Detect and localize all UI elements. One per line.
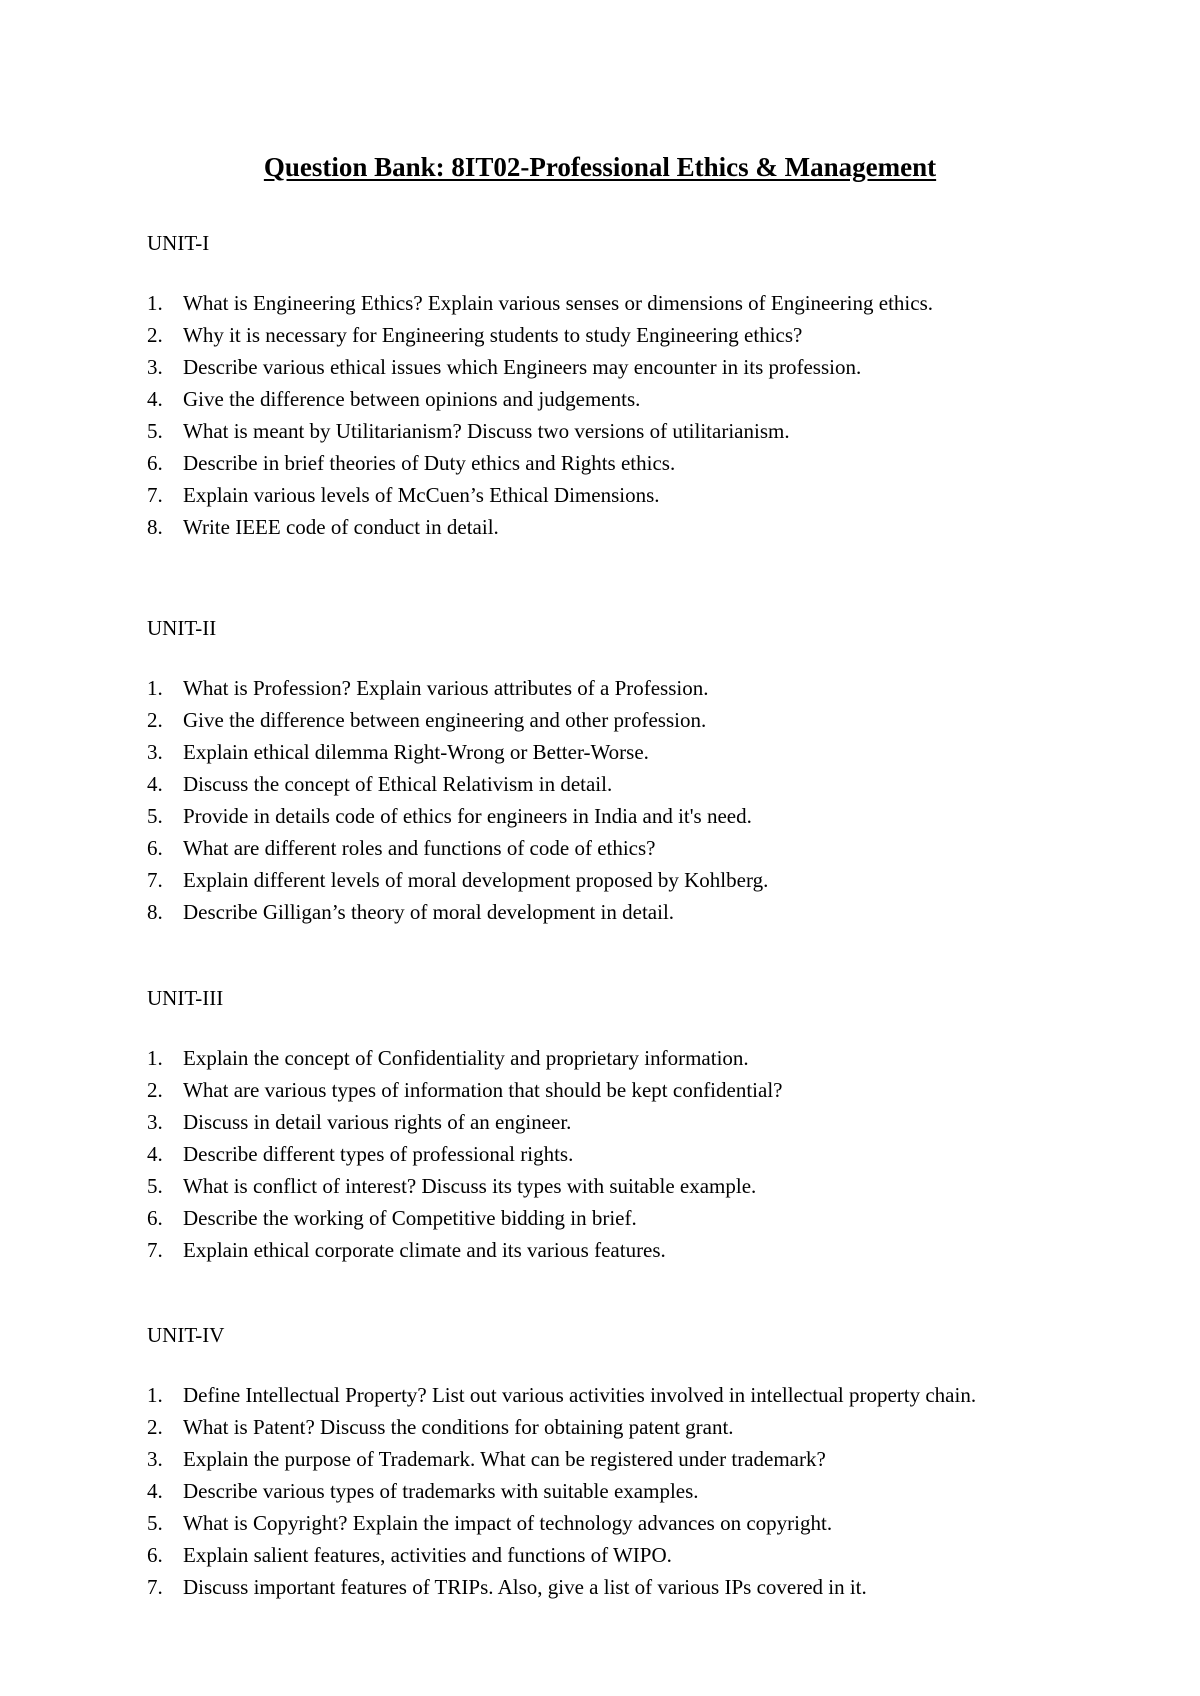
question-number: 7. <box>147 483 163 507</box>
question-text: Describe various ethical issues which Engineers may encounter in its profession. <box>183 355 862 379</box>
question-item <box>147 511 1147 543</box>
question-text: Describe in brief theories of Duty ethics and Rights ethics. <box>183 451 676 475</box>
question-text: What is Engineering Ethics? Explain various senses or dimensions of Engineering ethics. <box>183 291 933 315</box>
question-number: 1. <box>147 1046 163 1070</box>
question-text: What is Patent? Discuss the conditions for obtaining patent grant. <box>183 1415 734 1439</box>
question-item <box>147 351 1147 383</box>
question-item <box>147 1074 1147 1106</box>
unit-heading: UNIT-I <box>147 231 210 255</box>
unit-section-1 <box>147 231 1147 543</box>
question-text: What is conflict of interest? Discuss its types with suitable example. <box>183 1174 757 1198</box>
question-item <box>147 1170 1147 1202</box>
question-number: 6. <box>147 451 163 475</box>
question-text: Provide in details code of ethics for engineers in India and it's need. <box>183 804 752 828</box>
question-item <box>147 672 1147 704</box>
question-number: 4. <box>147 1479 163 1503</box>
question-number: 7. <box>147 868 163 892</box>
question-item <box>147 447 1147 479</box>
question-text: Give the difference between engineering and other profession. <box>183 708 707 732</box>
question-text: What is Copyright? Explain the impact of technology advances on copyright. <box>183 1511 833 1535</box>
question-item <box>147 287 1147 319</box>
question-text: What are various types of information that should be kept confidential? <box>183 1078 783 1102</box>
question-text: Give the difference between opinions and judgements. <box>183 387 641 411</box>
question-text: What are different roles and functions of code of ethics? <box>183 836 656 860</box>
question-text: Describe the working of Competitive bidding in brief. <box>183 1206 637 1230</box>
question-item <box>147 864 1147 896</box>
question-text: Explain ethical dilemma Right-Wrong or Better-Worse. <box>183 740 649 764</box>
question-text: Describe different types of professional rights. <box>183 1142 574 1166</box>
unit-section-3 <box>147 986 1147 1266</box>
question-text: Explain various levels of McCuen’s Ethical Dimensions. <box>183 483 660 507</box>
question-item <box>147 1138 1147 1170</box>
question-number: 3. <box>147 740 163 764</box>
question-number: 5. <box>147 1511 163 1535</box>
question-item <box>147 800 1147 832</box>
question-number: 1. <box>147 291 163 315</box>
question-item <box>147 768 1147 800</box>
question-item <box>147 479 1147 511</box>
question-number: 8. <box>147 900 163 924</box>
question-text: Describe Gilligan’s theory of moral development in detail. <box>183 900 675 924</box>
question-number: 2. <box>147 708 163 732</box>
question-list <box>147 287 1147 543</box>
question-number: 3. <box>147 1110 163 1134</box>
unit-section-4 <box>147 1323 1147 1603</box>
question-text: Explain ethical corporate climate and its various features. <box>183 1238 666 1262</box>
unit-section-2 <box>147 616 1147 928</box>
question-item <box>147 1539 1147 1571</box>
question-item <box>147 1202 1147 1234</box>
question-number: 2. <box>147 1415 163 1439</box>
question-list <box>147 1379 1147 1603</box>
question-text: Discuss the concept of Ethical Relativism in detail. <box>183 772 613 796</box>
question-number: 7. <box>147 1575 163 1599</box>
question-item <box>147 383 1147 415</box>
question-number: 5. <box>147 1174 163 1198</box>
question-item <box>147 319 1147 351</box>
question-text: Explain the purpose of Trademark. What can be registered under trademark? <box>183 1447 826 1471</box>
question-text: Describe various types of trademarks with suitable examples. <box>183 1479 699 1503</box>
question-item <box>147 1234 1147 1266</box>
question-number: 5. <box>147 804 163 828</box>
unit-heading: UNIT-IV <box>147 1323 225 1347</box>
question-text: Explain the concept of Confidentiality and proprietary information. <box>183 1046 749 1070</box>
question-item <box>147 1571 1147 1603</box>
question-text: Explain different levels of moral development proposed by Kohlberg. <box>183 868 769 892</box>
question-text: Explain salient features, activities and functions of WIPO. <box>183 1543 672 1567</box>
question-number: 1. <box>147 676 163 700</box>
question-item <box>147 1507 1147 1539</box>
question-item <box>147 736 1147 768</box>
question-number: 3. <box>147 1447 163 1471</box>
question-item <box>147 704 1147 736</box>
question-number: 6. <box>147 836 163 860</box>
question-item <box>147 415 1147 447</box>
question-text: Why it is necessary for Engineering students to study Engineering ethics? <box>183 323 803 347</box>
question-text: What is Profession? Explain various attributes of a Profession. <box>183 676 709 700</box>
question-text: What is meant by Utilitarianism? Discuss two versions of utilitarianism. <box>183 419 790 443</box>
question-number: 6. <box>147 1543 163 1567</box>
question-number: 6. <box>147 1206 163 1230</box>
question-number: 4. <box>147 772 163 796</box>
question-item <box>147 1443 1147 1475</box>
question-number: 4. <box>147 387 163 411</box>
question-item <box>147 1475 1147 1507</box>
unit-heading: UNIT-II <box>147 616 217 640</box>
question-item <box>147 1042 1147 1074</box>
question-text: Write IEEE code of conduct in detail. <box>183 515 499 539</box>
question-item <box>147 1106 1147 1138</box>
question-item <box>147 832 1147 864</box>
question-number: 1. <box>147 1383 163 1407</box>
question-text: Define Intellectual Property? List out various activities involved in intellectual property chain. <box>183 1383 977 1407</box>
question-list <box>147 1042 1147 1266</box>
question-number: 8. <box>147 515 163 539</box>
question-number: 4. <box>147 1142 163 1166</box>
unit-heading: UNIT-III <box>147 986 224 1010</box>
question-number: 2. <box>147 323 163 347</box>
question-item <box>147 896 1147 928</box>
question-number: 3. <box>147 355 163 379</box>
question-number: 7. <box>147 1238 163 1262</box>
question-text: Discuss important features of TRIPs. Also, give a list of various IPs covered in it. <box>183 1575 867 1599</box>
question-number: 2. <box>147 1078 163 1102</box>
question-item <box>147 1379 1147 1411</box>
question-item <box>147 1411 1147 1443</box>
document-title: Question Bank: 8IT02-Professional Ethics & Management <box>263 152 937 182</box>
question-text: Discuss in detail various rights of an engineer. <box>183 1110 572 1134</box>
question-list <box>147 672 1147 928</box>
question-number: 5. <box>147 419 163 443</box>
